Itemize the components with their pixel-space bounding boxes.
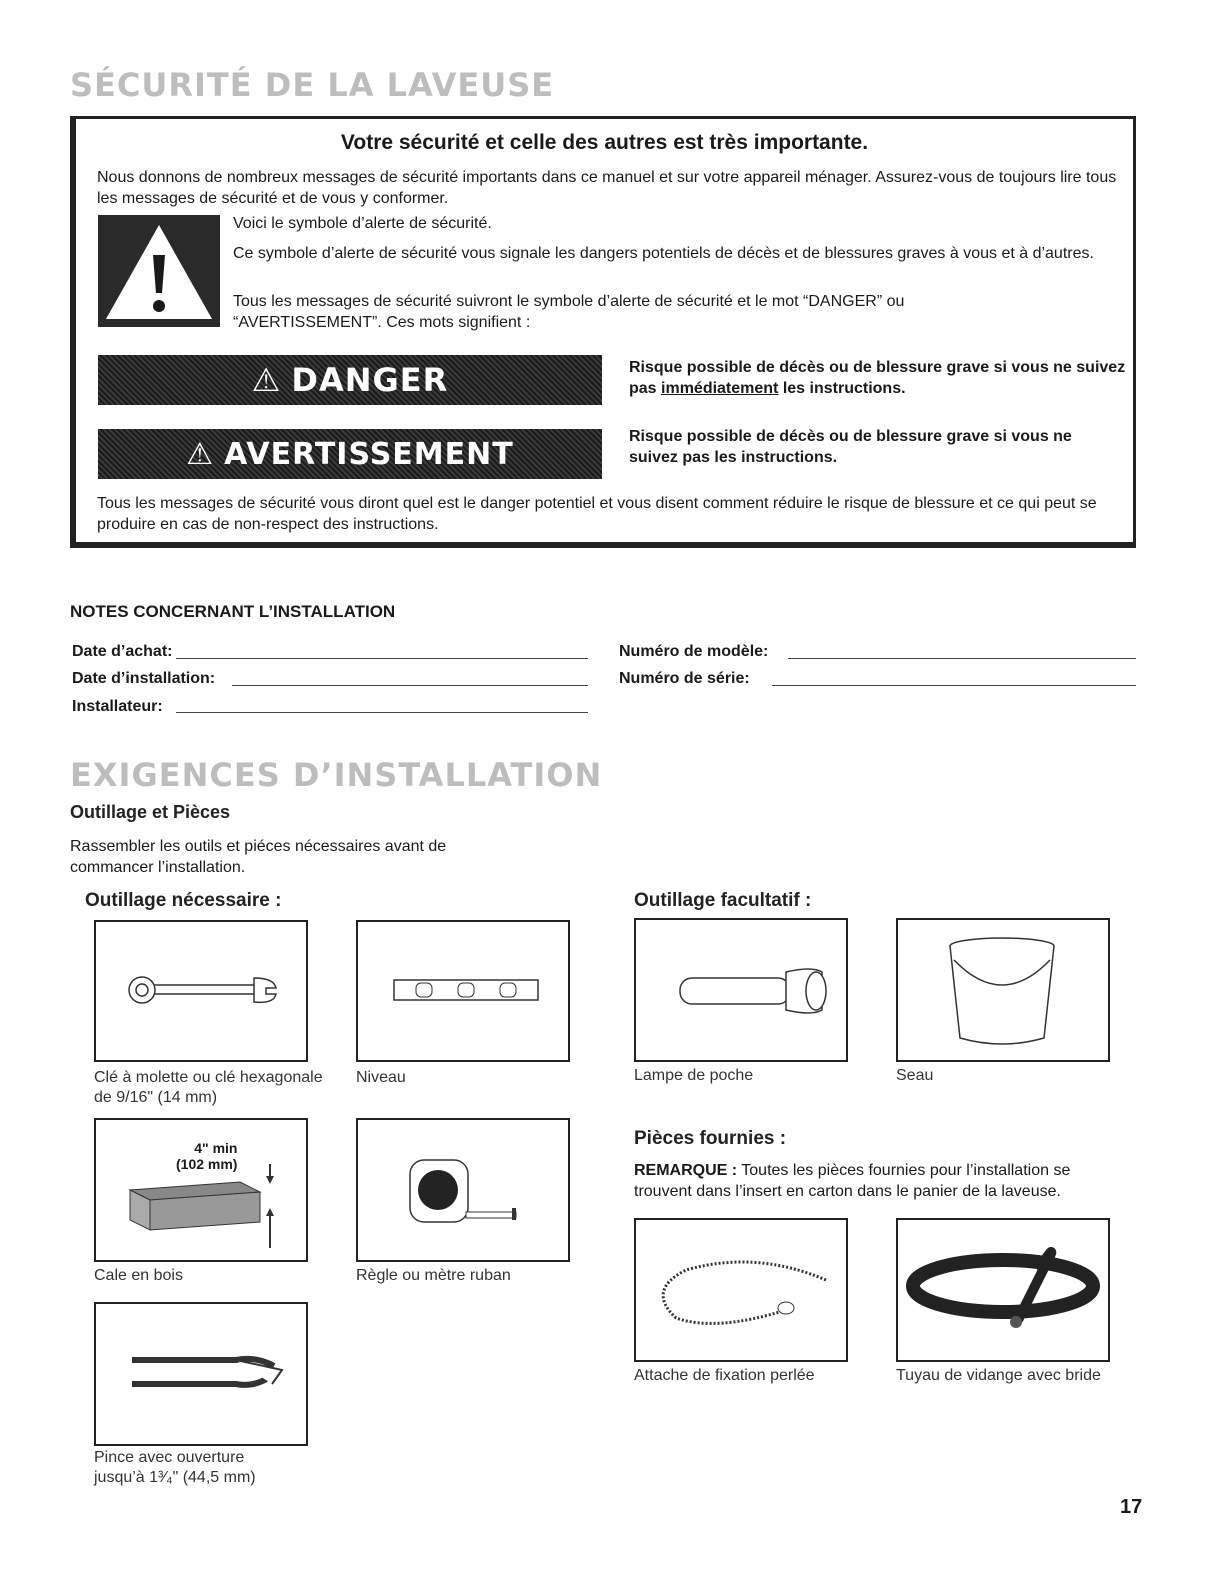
purchase-date-line bbox=[176, 658, 588, 659]
wrench-caption: Clé à molette ou clé hexagonale de 9/16" (14 mm) bbox=[94, 1069, 323, 1106]
wrench-image bbox=[94, 920, 308, 1062]
danger-alert-icon: ⚠ bbox=[251, 361, 282, 399]
remark-label: REMARQUE : bbox=[634, 1162, 738, 1179]
level-icon bbox=[358, 922, 568, 1060]
drain-hose-caption: Tuyau de vidange avec bride bbox=[896, 1367, 1101, 1384]
safety-footer: Tous les messages de sécurité vous diront quel est le danger potentiel et vous disent comment réduire le risque de blessure et ce qui peut se produire en cas de non-respect des instructions. bbox=[97, 495, 1097, 533]
danger-label: DANGER bbox=[291, 361, 449, 399]
safety-heading: Votre sécurité et celle des autres est très importante. bbox=[340, 131, 869, 154]
flashlight-image bbox=[634, 918, 848, 1062]
notes-title: NOTES CONCERNANT L’INSTALLATION bbox=[70, 602, 396, 621]
tape-measure-icon bbox=[358, 1120, 568, 1260]
wood-block-dim-line-1: 4" min bbox=[194, 1140, 238, 1156]
tape-measure-image bbox=[356, 1118, 570, 1262]
warning-banner bbox=[98, 429, 602, 479]
section-title-safety: SÉCURITÉ DE LA LAVEUSE bbox=[70, 66, 555, 104]
optional-tools-title: Outillage facultatif : bbox=[634, 890, 812, 911]
safety-alert-symbol bbox=[98, 215, 220, 327]
flashlight-icon bbox=[636, 920, 846, 1060]
level-caption: Niveau bbox=[356, 1069, 406, 1086]
flashlight-caption: Lampe de poche bbox=[634, 1067, 754, 1084]
warning-text: Risque possible de décès ou de blessure grave si vous ne suivez pas les instructions. bbox=[629, 428, 1072, 466]
model-number-label: Numéro de modèle: bbox=[619, 643, 769, 660]
tape-measure-caption: Règle ou mètre ruban bbox=[356, 1267, 511, 1284]
drain-hose-icon bbox=[898, 1220, 1108, 1360]
serial-number-line bbox=[772, 685, 1136, 686]
drain-hose-image bbox=[896, 1218, 1110, 1362]
symbol-line-2: Ce symbole d’alerte de sécurité vous signale les dangers potentiels de décès et de blessures graves à vous et à d’autres. bbox=[233, 245, 1094, 262]
safety-box bbox=[70, 116, 1136, 548]
danger-text-part-a: Risque possible de décès ou de blessure grave si vous ne suivez pas bbox=[629, 359, 1126, 397]
wood-block-dim-line-2: (102 mm) bbox=[176, 1156, 238, 1172]
purchase-date-label: Date d’achat: bbox=[72, 643, 173, 660]
beaded-tie-image bbox=[634, 1218, 848, 1362]
install-date-line bbox=[232, 685, 588, 686]
wood-block-image bbox=[94, 1118, 308, 1262]
warning-label: AVERTISSEMENT bbox=[224, 436, 514, 472]
required-tools-title: Outillage nécessaire : bbox=[85, 890, 282, 911]
tools-intro: Rassembler les outils et piéces nécessaires avant de commancer l’installation. bbox=[70, 838, 447, 876]
warning-alert-icon: ⚠ bbox=[186, 436, 215, 472]
danger-text bbox=[629, 357, 1129, 399]
section-title-requirements: EXIGENCES D’INSTALLATION bbox=[70, 756, 603, 794]
installer-line bbox=[176, 712, 588, 713]
wood-block-caption: Cale en bois bbox=[94, 1267, 183, 1284]
tools-parts-title: Outillage et Pièces bbox=[70, 802, 231, 822]
page-number: 17 bbox=[1120, 1496, 1143, 1518]
remark-text: Toutes les pièces fournies pour l’installation se trouvent dans l’insert en carton dans le panier de la laveuse. bbox=[634, 1162, 1071, 1200]
bucket-icon bbox=[898, 920, 1108, 1060]
wood-block-icon bbox=[96, 1120, 306, 1260]
symbol-line-3: Tous les messages de sécurité suivront le symbole d’alerte de sécurité et le mot “DANGER” ou “AVERTISSEMENT”. Ces mots signifient : bbox=[233, 293, 905, 331]
beaded-tie-icon bbox=[636, 1220, 846, 1360]
model-number-line bbox=[788, 658, 1136, 659]
beaded-tie-caption: Attache de fixation perlée bbox=[634, 1367, 815, 1384]
parts-remark bbox=[634, 1160, 1114, 1202]
danger-text-underlined: immédiatement bbox=[661, 380, 779, 397]
symbol-line-1: Voici le symbole d’alerte de sécurité. bbox=[233, 215, 492, 232]
parts-title: Pièces fournies : bbox=[634, 1128, 787, 1149]
install-date-label: Date d’installation: bbox=[72, 670, 216, 687]
serial-number-label: Numéro de série: bbox=[619, 670, 750, 687]
installer-label: Installateur: bbox=[72, 698, 163, 715]
danger-text-part-b: les instructions. bbox=[778, 380, 906, 397]
level-image bbox=[356, 920, 570, 1062]
wrench-icon bbox=[96, 922, 306, 1060]
danger-banner bbox=[98, 355, 602, 405]
safety-intro: Nous donnons de nombreux messages de sécurité importants dans ce manuel et sur votre appareil ménager. Assurez-vous de toujours lire tous les messages de sécurité et de vous y conformer. bbox=[97, 169, 1117, 207]
pliers-icon bbox=[96, 1304, 306, 1444]
bucket-image bbox=[896, 918, 1110, 1062]
pliers-caption: Pince avec ouverture jusqu’à 1³⁄₄" (44,5 mm) bbox=[94, 1449, 256, 1486]
warning-triangle-icon bbox=[98, 215, 220, 327]
pliers-image bbox=[94, 1302, 308, 1446]
bucket-caption: Seau bbox=[896, 1067, 934, 1084]
